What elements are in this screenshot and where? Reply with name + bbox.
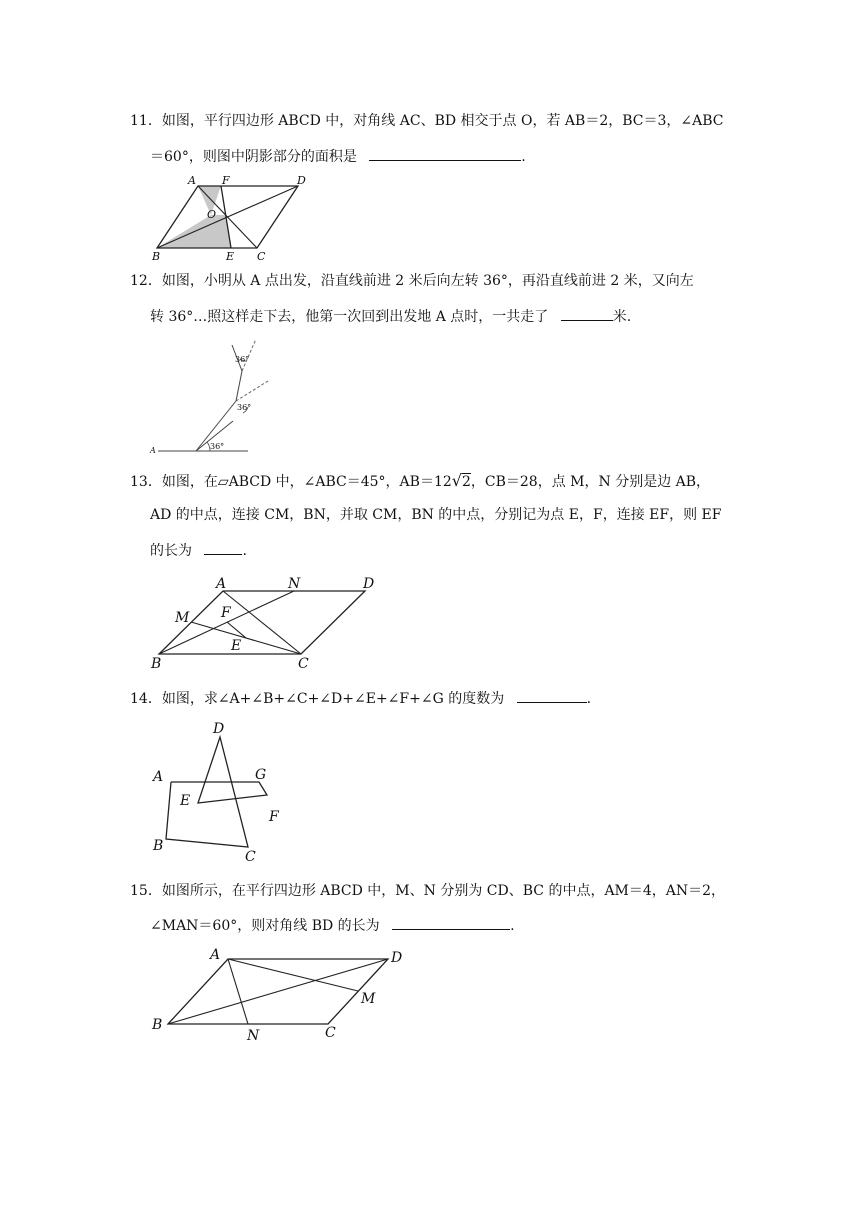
q13-line3 (150, 540, 247, 560)
q13-label-d: D (363, 576, 375, 592)
q11-label-o: O (207, 208, 217, 221)
q12-angle-label-2: 36° (237, 403, 252, 412)
q14-label-c: C (245, 849, 256, 865)
q13-line3-text: 的长为 (150, 543, 192, 559)
q14-line1-text: 14．如图，求∠A+∠B+∠C+∠D+∠E+∠F+∠G 的度数为 (130, 691, 505, 707)
q11-answer-blank[interactable] (369, 146, 521, 161)
q14-label-a: A (153, 769, 164, 785)
q11-line2 (150, 146, 526, 166)
q13-label-m: M (175, 610, 190, 626)
q11-figure (140, 170, 320, 265)
q14-label-d: D (213, 721, 225, 737)
q14-label-e: E (180, 793, 191, 809)
q13-line3-end: . (242, 543, 247, 559)
q15-line2-text: ∠MAN＝60°，则对角线 BD 的长为 (150, 918, 380, 934)
q13-label-a: A (216, 576, 227, 592)
q14-label-b: B (153, 838, 164, 854)
q11-line2-text: ＝60°，则图中阴影部分的面积是 (150, 149, 357, 165)
q11-label-f: F (222, 174, 230, 187)
q12-line2-text: 转 36°…照这样走下去，他第一次回到出发地 A 点时，一共走了 (150, 309, 549, 325)
q13-label-c: C (298, 656, 309, 672)
q15-label-a: A (210, 947, 221, 963)
q12-line1: 12．如图，小明从 A 点出发，沿直线前进 2 米后向左转 36°，再沿直线前进 2 米，又向左 (130, 273, 694, 289)
q14-line1-end: . (586, 691, 592, 707)
q15-label-b: B (152, 1017, 163, 1033)
q14-line1 (130, 688, 591, 708)
q13-label-f: F (221, 605, 231, 621)
q14-answer-blank[interactable] (517, 688, 587, 703)
q11-label-d: D (297, 174, 306, 187)
q15-label-c: C (325, 1025, 336, 1041)
q12-answer-blank[interactable] (561, 306, 613, 321)
q15-figure (145, 945, 410, 1045)
q13-line1 (130, 472, 710, 491)
q15-label-n: N (247, 1028, 260, 1044)
q11-line1: 11．如图，平行四边形 ABCD 中，对角线 AC、BD 相交于点 O，若 AB＝2，BC＝3，∠ABC (130, 113, 724, 129)
sqrt-symbol: √ (451, 471, 462, 490)
q11-label-c: C (257, 250, 266, 263)
q11-label-e: E (226, 250, 235, 263)
q15-line1: 15．如图所示，在平行四边形 ABCD 中，M、N 分别为 CD、BC 的中点，AM＝4，AN＝2， (130, 883, 726, 899)
q12-line2-end: 米. (612, 309, 632, 325)
q13-line1-part-a: 13．如图，在▱ABCD 中，∠ABC＝45°，AB＝12 (130, 474, 452, 490)
q13-line2: AD 的中点，连接 CM，BN，并取 CM，BN 的中点，分别记为点 E，F，连接 EF，则 EF (150, 507, 722, 523)
q14-label-f: F (269, 809, 279, 825)
q11-label-b: B (152, 250, 161, 263)
q15-answer-blank[interactable] (392, 915, 510, 930)
q13-figure (145, 570, 385, 675)
q11-line2-end: . (521, 149, 526, 165)
q12-angle-label-1: 36° (210, 442, 225, 451)
q14-label-g: G (255, 767, 267, 783)
q13-label-e: E (231, 638, 242, 654)
q13-sqrt-radicand: 2 (461, 474, 471, 490)
q14-figure (145, 715, 305, 870)
q13-label-b: B (151, 656, 162, 672)
q13-label-n: N (288, 576, 301, 592)
q12-figure (140, 335, 280, 460)
q15-label-m: M (361, 991, 376, 1007)
q15-line2-end: . (510, 918, 515, 934)
q13-line1-part-b: ，CB＝28，点 M，N 分别是边 AB， (470, 474, 711, 490)
q13-answer-blank[interactable] (204, 540, 242, 555)
q12-angle-label-3: 36° (235, 355, 250, 364)
q11-label-a: A (188, 174, 196, 187)
q12-line2 (150, 306, 631, 326)
q12-label-a: A (150, 446, 156, 455)
q15-line2 (150, 915, 515, 935)
q15-label-d: D (391, 950, 403, 966)
